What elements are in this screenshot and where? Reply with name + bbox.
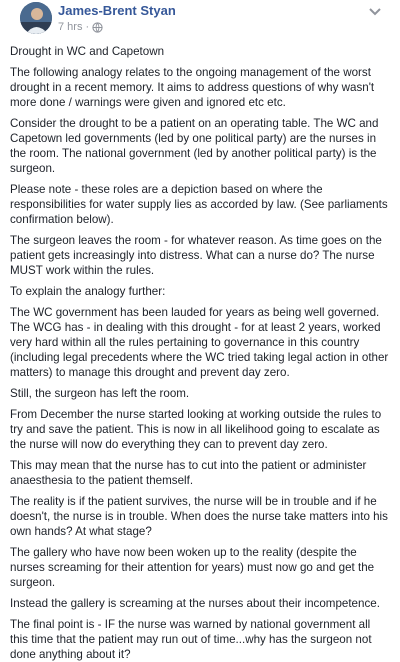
post-paragraph: Consider the drought to be a patient on an operating table. The WC and Capetown led governments (led by one political party) are the nurses in the room. The national government (led by another political party) is the surgeon. [10,117,379,175]
globe-icon [92,22,103,33]
post-paragraph: This may mean that the nurse has to cut into the patient or administer anaesthesia to the patient themself. [10,459,367,487]
post-paragraph: The reality is if the patient survives, the nurse will be in trouble and if he doesn't, the nurse is in trouble. When does the nurse take matters into his own hands? At what stage? [10,495,388,538]
post-paragraph: The gallery who have now been woken up to the reality (despite the nurses screaming for their attention for years) must now go and get the surgeon. [10,546,375,589]
post-paragraph: Instead the gallery is screaming at the nurses about their incompetence. [10,597,380,610]
chevron-down-icon[interactable] [368,4,382,14]
post-paragraph: From December the nurse started looking at working outside the rules to try and save the patient. This is now in all likelihood going to escalate as the nurse will now do everything they can to prevent day zero. [10,408,382,451]
post-paragraph: To explain the analogy further: [10,285,166,298]
post-paragraph: The WC government has been lauded for years as being well governed. The WCG has - in dealing with this drought - for at least 2 years, worked very hard within all the rules pertaining to governance in this country (including legal precedents where the WC tried taking legal action in other matters) to manage this drought and prevent day zero. [10,306,389,379]
post-paragraph: Drought in WC and Capetown [10,45,165,58]
post-timestamp[interactable]: 7 hrs [58,21,83,33]
post-paragraph: Please note - these roles are a depiction based on where the responsibilities for water supply lies as accorded by law. (See parliaments confirmation below). [10,183,388,226]
post-paragraph: The surgeon leaves the room - for whatever reason. As time goes on the patient gets increasingly into distress. What can a nurse do? The nurse MUST work within the rules. [10,234,382,277]
author-name[interactable]: James-Brent Styan [58,3,176,18]
post-meta [58,20,103,34]
author-avatar[interactable] [20,2,52,34]
post-paragraph: The final point is - IF the nurse was warned by national government all this time that the patient may run out of time...why has the surgeon not done anything about it? [10,618,372,661]
post-paragraph: The following analogy relates to the ongoing management of the worst drought in a recent memory. It aims to address questions of why wasn't more done / warnings were given and ignored etc etc. [10,66,375,109]
post-body [10,40,390,662]
meta-separator: · [85,21,90,33]
post-header [10,0,390,40]
post-paragraph: Still, the surgeon has left the room. [10,387,190,400]
